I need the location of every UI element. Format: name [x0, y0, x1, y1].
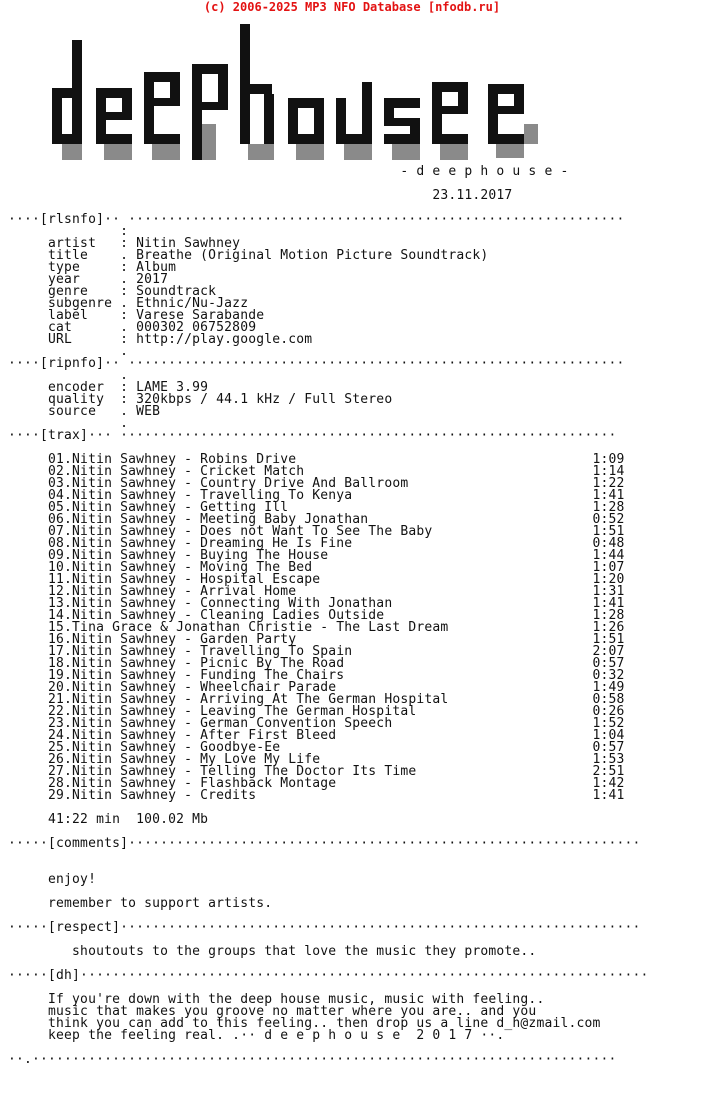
logo-letter-e4: [488, 84, 538, 158]
logo-letter-d: [52, 40, 82, 160]
nfo-line: 09.Nitin Sawhney - Buying The House 1:44: [8, 548, 625, 563]
nfo-line: [8, 850, 649, 862]
nfo-line: ··.·········································································: [8, 1052, 617, 1067]
logo-letter-e3: [432, 82, 468, 160]
nfo-line: quality : 320kbps / 44.1 kHz / Full Stereo: [8, 392, 393, 407]
nfo-line: 22.Nitin Sawhney - Leaving The German Hospital 0:26: [8, 704, 625, 719]
nfo-line: 23.Nitin Sawhney - German Convention Speech 1:52: [8, 716, 625, 731]
nfo-line: 29.Nitin Sawhney - Credits 1:41: [8, 788, 625, 803]
nfo-line: subgenre . Ethnic/Nu-Jazz: [8, 296, 249, 311]
nfo-line: 13.Nitin Sawhney - Connecting With Jonathan 1:41: [8, 596, 625, 611]
nfo-line: remember to support artists.: [8, 896, 273, 911]
logo-letter-s: [384, 98, 420, 160]
nfo-line: 08.Nitin Sawhney - Dreaming He Is Fine 0:48: [8, 536, 625, 551]
nfo-line: ·····[dh]·······································································: [8, 968, 649, 983]
nfo-line: enjoy!: [8, 872, 97, 887]
nfo-line: [8, 862, 649, 874]
deephouse-logo: [48, 24, 576, 164]
nfo-line: - d e e p h o u s e -: [8, 164, 569, 179]
nfo-line: 10.Nitin Sawhney - Moving The Bed 1:07: [8, 560, 625, 575]
nfo-line: 27.Nitin Sawhney - Telling The Doctor Its Time 2:51: [8, 764, 625, 779]
nfo-line: 06.Nitin Sawhney - Meeting Baby Jonathan 0:52: [8, 512, 625, 527]
nfo-line: 28.Nitin Sawhney - Flashback Montage 1:42: [8, 776, 625, 791]
nfo-line: 25.Nitin Sawhney - Goodbye-Ee 0:57: [8, 740, 625, 755]
nfo-line: artist : Nitin Sawhney: [8, 236, 241, 251]
nfo-line: 15.Tina Grace & Jonathan Christie - The Last Dream 1:26: [8, 620, 625, 635]
nfo-line: 17.Nitin Sawhney - Travelling To Spain 2:07: [8, 644, 625, 659]
nfo-text: [8, 166, 649, 1066]
nfo-line: 18.Nitin Sawhney - Picnic By The Road 0:57: [8, 656, 625, 671]
nfo-line: 01.Nitin Sawhney - Robins Drive 1:09: [8, 452, 625, 467]
nfo-line: type : Album: [8, 260, 177, 275]
nfo-line: 14.Nitin Sawhney - Cleaning Ladies Outside 1:28: [8, 608, 625, 623]
logo-letter-p: [192, 64, 228, 160]
nfo-line: music that makes you groove no matter where you are.. and you: [8, 1004, 537, 1019]
nfo-line: title . Breathe (Original Motion Picture Soundtrack): [8, 248, 489, 263]
nfo-line: year . 2017: [8, 272, 169, 287]
logo-letter-u: [336, 82, 372, 160]
nfo-line: cat . 000302 06752809: [8, 320, 257, 335]
nfo-line: 23.11.2017: [8, 188, 513, 203]
nfo-line: ····[ripnfo]·· ······························································: [8, 356, 625, 371]
nfo-line: 21.Nitin Sawhney - Arriving At The German Hospital 0:58: [8, 692, 625, 707]
logo-letter-e1: [96, 88, 132, 160]
nfo-line: :: [8, 224, 129, 239]
nfo-line: 16.Nitin Sawhney - Garden Party 1:51: [8, 632, 625, 647]
nfo-line: 26.Nitin Sawhney - My Love My Life 1:53: [8, 752, 625, 767]
nfo-line: 41:22 min 100.02 Mb: [8, 812, 209, 827]
nfo-line: If you're down with the deep house music, music with feeling..: [8, 992, 545, 1007]
nfo-line: 04.Nitin Sawhney - Travelling To Kenya 1:41: [8, 488, 625, 503]
nfo-line: .: [8, 416, 129, 431]
logo-letter-h: [240, 24, 274, 160]
nfo-line: 11.Nitin Sawhney - Hospital Escape 1:20: [8, 572, 625, 587]
copyright-link[interactable]: (c) 2006-2025 MP3 NFO Database [nfodb.ru]: [203, 0, 501, 14]
nfo-line: 03.Nitin Sawhney - Country Drive And Ballroom 1:22: [8, 476, 625, 491]
nfo-line: keep the feeling real. .·· d e e p h o u s e 2 0 1 7 ··.: [8, 1028, 505, 1043]
nfo-line: source . WEB: [8, 404, 161, 419]
nfo-line: genre : Soundtrack: [8, 284, 217, 299]
nfo-line: 02.Nitin Sawhney - Cricket Match 1:14: [8, 464, 625, 479]
logo-letter-o: [288, 98, 324, 160]
nfo-line: 05.Nitin Sawhney - Getting Ill 1:28: [8, 500, 625, 515]
nfo-line: .: [8, 344, 129, 359]
nfo-line: think you can add to this feeling.. then drop us a line d_h@zmail.com: [8, 1016, 601, 1031]
nfo-line: URL : http://play.google.com: [8, 332, 313, 347]
nfo-line: 20.Nitin Sawhney - Wheelchair Parade 1:49: [8, 680, 625, 695]
nfo-line: label : Varese Sarabande: [8, 308, 265, 323]
nfo-line: ····[rlsnfo]·· ······························································: [8, 212, 625, 227]
nfo-line: ·····[comments]································································: [8, 836, 641, 851]
nfo-line: encoder : LAME 3.99: [8, 380, 209, 395]
nfo-line: shoutouts to the groups that love the music they promote..: [8, 944, 537, 959]
nfo-line: ····[trax]··· ······························································: [8, 428, 617, 443]
nfo-line: 07.Nitin Sawhney - Does not Want To See The Baby 1:51: [8, 524, 625, 539]
nfo-line: ·····[respect]·································································: [8, 920, 641, 935]
nfo-line: .: [8, 368, 129, 383]
logo-letter-e2: [144, 72, 180, 160]
nfo-line: 12.Nitin Sawhney - Arrival Home 1:31: [8, 584, 625, 599]
nfo-line: 24.Nitin Sawhney - After First Bleed 1:04: [8, 728, 625, 743]
nfo-line: 19.Nitin Sawhney - Funding The Chairs 0:32: [8, 668, 625, 683]
